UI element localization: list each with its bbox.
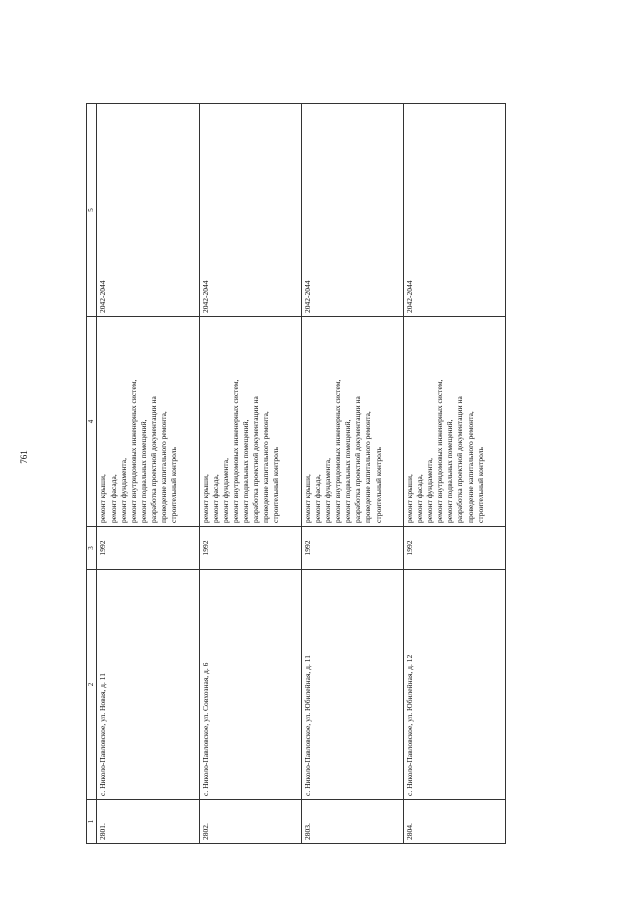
table-row (403, 104, 505, 844)
row-number: 2803. (301, 800, 403, 844)
year-cell: 1992 (403, 527, 505, 570)
work-item: ремонт фундамента, (322, 458, 332, 523)
row-number: 2804. (403, 800, 505, 844)
work-item: проведение капитального ремонта, (159, 411, 169, 523)
work-item: ремонт внутридомовых инженерных систем, (333, 379, 343, 523)
work-item: разработка проектной документации на (149, 396, 159, 523)
work-item: ремонт подвальных помещений, (445, 419, 455, 523)
year-cell: 1992 (97, 527, 199, 570)
works-cell (403, 317, 505, 527)
work-item: ремонт крыши, (404, 474, 414, 523)
year-cell: 1992 (199, 527, 301, 570)
row-number: 2802. (199, 800, 301, 844)
address-cell: с. Николо-Павловское, ул. Совхозная, д. 6 (199, 570, 301, 800)
address-cell: с. Николо-Павловское, ул. Юбилейная, д. 12 (403, 570, 505, 800)
period-cell: 2042-2044 (403, 104, 505, 317)
work-item: ремонт фасада, (210, 474, 220, 523)
work-item: ремонт фасада, (312, 474, 322, 523)
row-number: 2801. (97, 800, 199, 844)
work-item: разработка проектной документации на (353, 396, 363, 523)
work-item: ремонт крыши, (200, 474, 210, 523)
repair-schedule-table (86, 103, 506, 844)
table-row (97, 104, 199, 844)
period-cell: 2042-2044 (301, 104, 403, 317)
column-number: 4 (87, 317, 97, 527)
work-item: разработка проектной документации на (251, 396, 261, 523)
address-cell: с. Николо-Павловское, ул. Новая, д. 11 (97, 570, 199, 800)
works-cell (199, 317, 301, 527)
table-row (301, 104, 403, 844)
work-item: ремонт подвальных помещений, (343, 419, 353, 523)
work-item: ремонт внутридомовых инженерных систем, (230, 379, 240, 523)
column-number: 5 (87, 104, 97, 317)
work-item: строительный контроль (169, 447, 179, 523)
column-number: 3 (87, 527, 97, 570)
work-item: ремонт фасада, (414, 474, 424, 523)
works-cell (301, 317, 403, 527)
works-cell (97, 317, 199, 527)
work-item: ремонт фасада, (108, 474, 118, 523)
work-item: проведение капитального ремонта, (261, 411, 271, 523)
column-number: 1 (87, 800, 97, 844)
work-item: проведение капитального ремонта, (363, 411, 373, 523)
period-cell: 2042-2044 (97, 104, 199, 317)
work-item: ремонт фундамента, (220, 458, 230, 523)
year-cell: 1992 (301, 527, 403, 570)
work-item: ремонт внутридомовых инженерных систем, (435, 379, 445, 523)
work-item: ремонт фундамента, (118, 458, 128, 523)
table-row (199, 104, 301, 844)
work-item: ремонт крыши, (98, 474, 108, 523)
work-item: строительный контроль (475, 447, 485, 523)
address-cell: с. Николо-Павловское, ул. Юбилейная, д. 11 (301, 570, 403, 800)
column-number: 2 (87, 570, 97, 800)
column-number-row (87, 104, 97, 844)
work-item: ремонт фундамента, (425, 458, 435, 523)
work-item: строительный контроль (271, 447, 281, 523)
table-container (86, 104, 506, 844)
work-item: строительный контроль (373, 447, 383, 523)
work-item: ремонт внутридомовых инженерных систем, (128, 379, 138, 523)
work-item: ремонт подвальных помещений, (241, 419, 251, 523)
work-item: ремонт подвальных помещений, (138, 419, 148, 523)
period-cell: 2042-2044 (199, 104, 301, 317)
work-item: ремонт крыши, (302, 474, 312, 523)
work-item: разработка проектной документации на (455, 396, 465, 523)
page-number: 761 (19, 450, 29, 464)
work-item: проведение капитального ремонта, (465, 411, 475, 523)
